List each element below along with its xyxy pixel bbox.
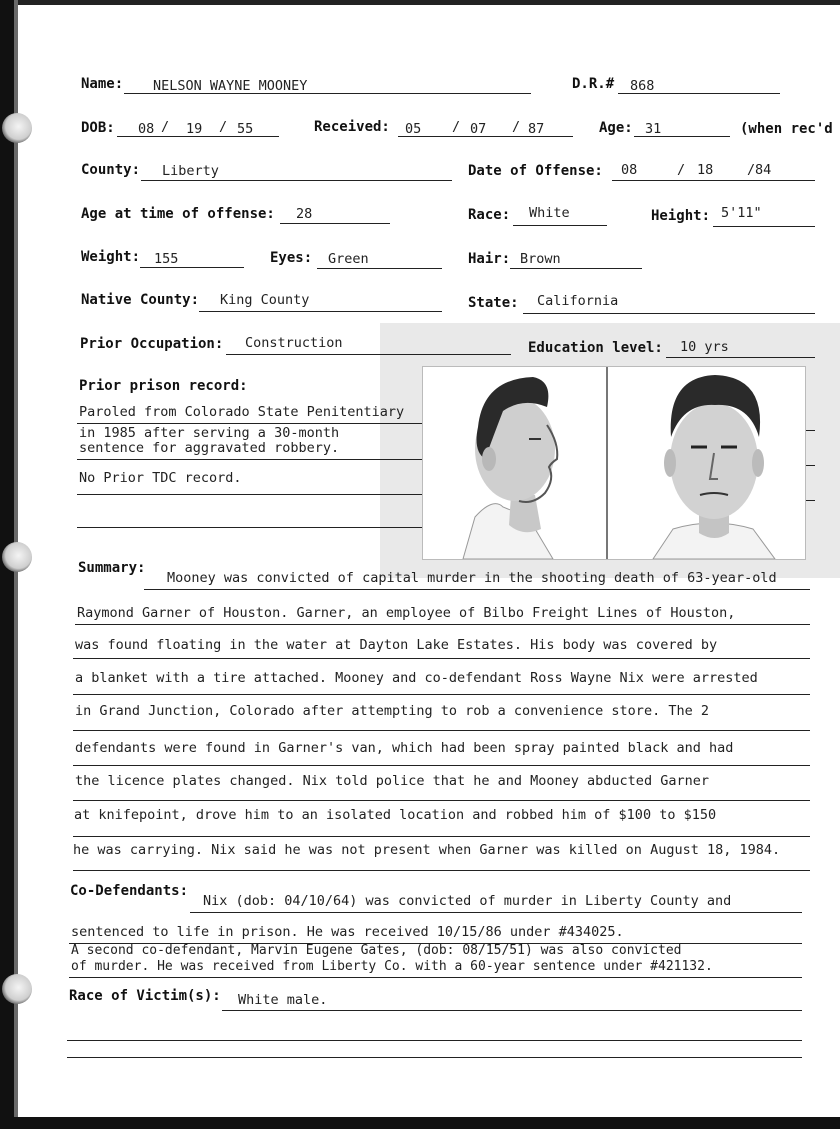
victim-rule-2 — [67, 1040, 802, 1041]
county-label: County: — [81, 162, 141, 178]
summary-label: Summary: — [78, 560, 146, 576]
victim-value: White male. — [238, 992, 328, 1008]
summary-line-7: the licence plates changed. Nix told police that he and Mooney abducted Garner — [75, 773, 709, 789]
education-value: 10 yrs — [680, 339, 729, 355]
codef-line-4: of murder. He was received from Liberty Co. with a 60-year sentence under #421132. — [71, 959, 713, 974]
summary-line-2: Raymond Garner of Houston. Garner, an employee of Bilbo Freight Lines of Houston, — [77, 605, 736, 621]
summary-line-1: Mooney was convicted of capital murder in the shooting death of 63-year-old — [167, 570, 777, 586]
prior-rule-4 — [77, 527, 422, 528]
summary-line-5: in Grand Junction, Colorado after attempting to rob a convenience store. The 2 — [75, 703, 709, 719]
offense-year: 84 — [755, 162, 772, 178]
prior-record-line-4: No Prior TDC record. — [79, 470, 242, 486]
age-offense-value: 28 — [296, 206, 313, 222]
native-county-line — [199, 311, 442, 312]
summary-line-4: a blanket with a tire attached. Mooney and co-defendant Ross Wayne Nix were arrested — [75, 670, 758, 686]
binder-hole-middle — [2, 542, 32, 572]
occupation-value: Construction — [245, 335, 343, 351]
codef-label: Co-Defendants: — [70, 883, 189, 899]
offense-day: 18 — [697, 162, 714, 178]
frontal-portrait — [653, 375, 775, 559]
dob-year: 55 — [237, 121, 254, 137]
dob-sep-2: / — [219, 119, 228, 135]
age-note: (when rec'd — [740, 121, 833, 137]
name-line — [124, 93, 531, 94]
education-line — [666, 357, 815, 358]
summary-rule-1 — [144, 589, 810, 590]
eyes-line — [317, 268, 442, 269]
county-line — [141, 180, 452, 181]
age-label: Age: — [599, 120, 633, 136]
summary-rule-7 — [73, 800, 810, 801]
height-label: Height: — [651, 208, 711, 224]
county-value: Liberty — [162, 163, 219, 179]
codef-line-3: A second co-defendant, Marvin Eugene Gates, (dob: 08/15/51) was also convicted — [71, 943, 682, 958]
native-county-label: Native County: — [81, 292, 200, 308]
prior-record-line-1: Paroled from Colorado State Penitentiary — [79, 404, 405, 420]
race-label: Race: — [468, 207, 511, 223]
height-value: 5'11" — [721, 205, 762, 221]
dob-day: 19 — [186, 121, 203, 137]
dob-sep-1: / — [161, 119, 170, 135]
name-value: NELSON WAYNE MOONEY — [153, 78, 308, 94]
photo-divider — [606, 367, 608, 559]
age-value: 31 — [645, 121, 662, 137]
eyes-label: Eyes: — [270, 250, 313, 266]
race-line — [513, 225, 607, 226]
prior-record-line-3: sentence for aggravated robbery. — [79, 440, 340, 456]
hair-value: Brown — [520, 251, 561, 267]
summary-rule-9 — [73, 870, 810, 871]
summary-rule-4 — [73, 694, 810, 695]
mugshot-photo — [422, 366, 806, 560]
summary-line-6: defendants were found in Garner's van, which had been spray painted black and had — [75, 740, 734, 756]
state-label: State: — [468, 295, 519, 311]
offense-sep-2: / — [747, 162, 756, 178]
codef-rule-1 — [190, 912, 802, 913]
victim-rule-3 — [67, 1057, 802, 1058]
victim-rule-1 — [222, 1010, 802, 1011]
summary-rule-3 — [73, 658, 810, 659]
codef-line-2: sentenced to life in prison. He was received 10/15/86 under #434025. — [71, 924, 624, 940]
received-sep-1: / — [452, 119, 461, 135]
profile-portrait — [463, 377, 557, 559]
summary-rule-5 — [73, 730, 810, 731]
weight-line — [140, 267, 244, 268]
dob-month: 08 — [138, 121, 155, 137]
race-value: White — [529, 205, 570, 221]
received-month: 05 — [405, 121, 422, 137]
hair-line — [510, 268, 642, 269]
age-offense-line — [280, 223, 390, 224]
summary-rule-2 — [75, 624, 810, 625]
name-label: Name: — [81, 76, 124, 92]
prior-record-line-2: in 1985 after serving a 30-month — [79, 425, 340, 441]
received-year: 87 — [528, 121, 545, 137]
hair-label: Hair: — [468, 251, 511, 267]
prior-rule-3 — [77, 494, 422, 495]
offense-line — [612, 180, 815, 181]
weight-value: 155 — [154, 251, 179, 267]
education-label: Education level: — [528, 340, 663, 356]
received-sep-2: / — [512, 119, 521, 135]
prior-record-label: Prior prison record: — [79, 378, 248, 394]
summary-rule-6 — [73, 765, 810, 766]
prior-rule-2 — [77, 459, 422, 460]
age-offense-label: Age at time of offense: — [81, 206, 275, 222]
summary-line-9: he was carrying. Nix said he was not present when Garner was killed on August 18, 1984. — [73, 842, 781, 858]
weight-label: Weight: — [81, 249, 141, 265]
dob-line — [117, 136, 279, 137]
mugshot-drawing — [423, 367, 805, 559]
date-offense-label: Date of Offense: — [468, 163, 603, 179]
binder-hole-bottom — [2, 974, 32, 1004]
received-day: 07 — [470, 121, 487, 137]
received-line — [398, 136, 573, 137]
offense-month: 08 — [621, 162, 638, 178]
received-label: Received: — [314, 119, 390, 135]
occupation-line — [226, 354, 511, 355]
dr-label: D.R.# — [572, 76, 615, 92]
offense-sep-1: / — [677, 162, 686, 178]
binder-hole-top — [2, 113, 32, 143]
summary-rule-8 — [73, 836, 810, 837]
eyes-value: Green — [328, 251, 369, 267]
codef-rule-3 — [69, 977, 802, 978]
state-value: California — [537, 293, 619, 309]
scan-bottom-edge — [0, 1117, 840, 1129]
occupation-label: Prior Occupation: — [80, 336, 224, 352]
summary-line-3: was found floating in the water at Dayton Lake Estates. His body was covered by — [75, 637, 718, 653]
summary-line-8: at knifepoint, drove him to an isolated location and robbed him of $100 to $150 — [74, 807, 717, 823]
victim-label: Race of Victim(s): — [69, 988, 221, 1004]
state-line — [523, 313, 815, 314]
dob-label: DOB: — [81, 120, 115, 136]
prior-rule-1 — [77, 423, 422, 424]
codef-line-1: Nix (dob: 04/10/64) was convicted of murder in Liberty County and — [203, 893, 732, 909]
dr-value: 868 — [630, 78, 655, 94]
scan-top-edge — [0, 0, 840, 5]
dr-line — [618, 93, 780, 94]
native-county-value: King County — [220, 292, 310, 308]
height-line — [713, 226, 815, 227]
age-line — [634, 136, 730, 137]
